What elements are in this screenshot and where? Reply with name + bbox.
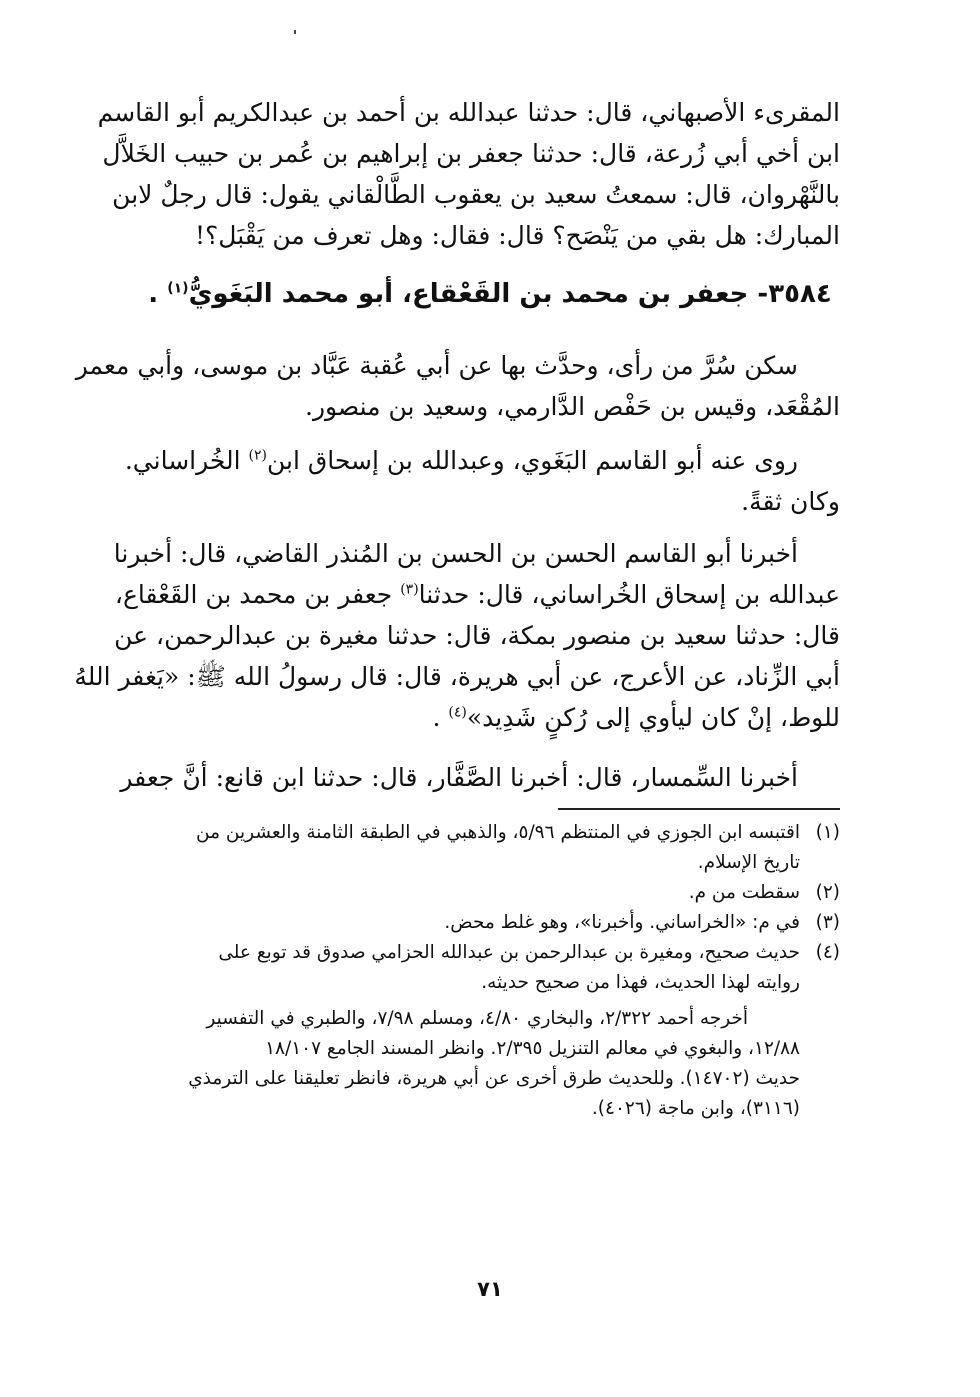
footnote (134, 878, 840, 908)
text-line: المقرىء الأصبهاني، قال: حدثنا عبدالله بن أحمد بن عبدالكريم أبو القاسم (97, 98, 840, 127)
footnote-line: تاريخ الإسلام. (697, 852, 800, 873)
footnote-text (134, 938, 800, 1124)
text-line: بالنَّهْروان، قال: سمعتُ سعيد بن يعقوب الطَّالْقاني يقول: قال رجلٌ لابن (112, 180, 840, 209)
footnote-line: سقطت من م. (688, 882, 800, 903)
footnote-ref: (٢) (248, 447, 268, 464)
closing-paragraph (120, 757, 840, 798)
footnote-separator (558, 808, 840, 810)
entry-heading (140, 272, 840, 316)
footnote (134, 818, 840, 878)
text-line: قال: حدثنا سعيد بن منصور بمكة، قال: حدثنا مغيرة بن عبدالرحمن، عن (114, 621, 840, 650)
scan-mark (294, 30, 296, 34)
text-line: أبي الزِّناد، عن الأعرج، عن أبي هريرة، قال: قال رسولُ الله ﷺ: «يَغفر اللهُ (74, 662, 840, 691)
hadith-text-end: . (432, 703, 449, 732)
footnote-line: في م: «الخراساني. وأخبرنا»، وهو غلط محض. (444, 912, 800, 933)
footnote-ref: (١) (167, 280, 189, 297)
footnote-text (134, 878, 800, 908)
footnote-line: أخرجه أحمد ٢/٣٢٢، والبخاري ٤/٨٠، ومسلم ٧/٩٨، والطبري في التفسير (206, 1008, 748, 1029)
hadith-text-end: جعفر بن محمد بن القَعْقاع، (114, 580, 401, 609)
opening-paragraph (97, 92, 840, 256)
footnote-line: روايته لهذا الحديث، فهذا من صحيح حديثه. (481, 972, 800, 993)
footnote-number: (١) (815, 822, 840, 843)
footnote (134, 908, 840, 938)
biography-paragraph (75, 345, 840, 427)
text-line: وكان ثقةً. (741, 487, 840, 516)
text-line (124, 440, 840, 481)
footnote-line: ١٢/٨٨، والبغوي في معالم التنزيل ٢/٣٩٥. وانظر المسند الجامع ١٨/١٠٧ (265, 1038, 800, 1059)
entry-heading-suffix: . (148, 279, 168, 309)
text-line (140, 697, 840, 738)
footnote-number: (٢) (815, 882, 840, 903)
footnote-number: (٤) (815, 942, 840, 963)
hadith-text: عبدالله بن إسحاق الخُراساني، قال: حدثنا (418, 580, 840, 609)
footnote-text (134, 908, 800, 938)
page-number: ٧١ (477, 1277, 503, 1301)
text-line: سكن سُرَّ من رأى، وحدَّث بها عن أبي عُقبة عَبَّاد بن موسى، وأبي معمر (75, 351, 798, 380)
entry-heading-text: ٣٥٨٤- جعفر بن محمد بن القَعْقاع، أبو محمد البَغَويُّ (188, 279, 832, 309)
footnote-line: (٣١١٦)، وابن ماجة (٤٠٢٦). (591, 1098, 800, 1119)
narrators-paragraph (124, 440, 840, 522)
footnote-text (134, 818, 800, 878)
footnote-line: اقتبسه ابن الجوزي في المنتظم ٥/٩٦، والذهبي في الطبقة الثامنة والعشرين من (196, 822, 800, 843)
text-line: المبارك: هل بقي من يَنْصَح؟ قال: فقال: وهل تعرف من يَقْبَل؟! (194, 221, 840, 250)
text-line: ابن أخي أبي زُرعة، قال: حدثنا جعفر بن إبراهيم بن عُمر بن حبيب الخَلاَّل (102, 139, 840, 168)
footnote-ref: (٤) (448, 704, 467, 721)
footnote-ref: (٣) (400, 581, 419, 598)
text-line: أخبرنا السِّمسار، قال: أخبرنا الصَّفَّار، قال: حدثنا ابن قانع: أنَّ جعفر (120, 763, 798, 792)
text-line: المُقْعَد، وقيس بن حَفْص الدَّارمي، وسعيد بن منصور. (305, 392, 840, 421)
text-line: أخبرنا أبو القاسم الحسن بن الحسن بن المُنذر القاضي، قال: أخبرنا (113, 539, 798, 568)
footnotes (134, 818, 840, 1124)
footnote-line: حديث صحيح، ومغيرة بن عبدالرحمن بن عبدالله الحزامي صدوق قد توبع على (218, 942, 800, 963)
hadith-text: للوط، إنْ كان ليأوي إلى رُكنٍ شَدِيد» (466, 703, 840, 732)
text-line (114, 574, 840, 615)
hadith-paragraph (74, 533, 840, 738)
footnote-line: حديث (١٤٧٠٢). وللحديث طرق أخرى عن أبي هريرة، فانظر تعليقنا على الترمذي (188, 1068, 800, 1089)
narrators-text: روى عنه أبو القاسم البَغَوي، وعبدالله بن إسحاق ابن (267, 446, 798, 475)
footnote (134, 938, 840, 1124)
narrators-text-end: الخُراساني. (124, 446, 249, 475)
footnote-number: (٣) (815, 912, 840, 933)
